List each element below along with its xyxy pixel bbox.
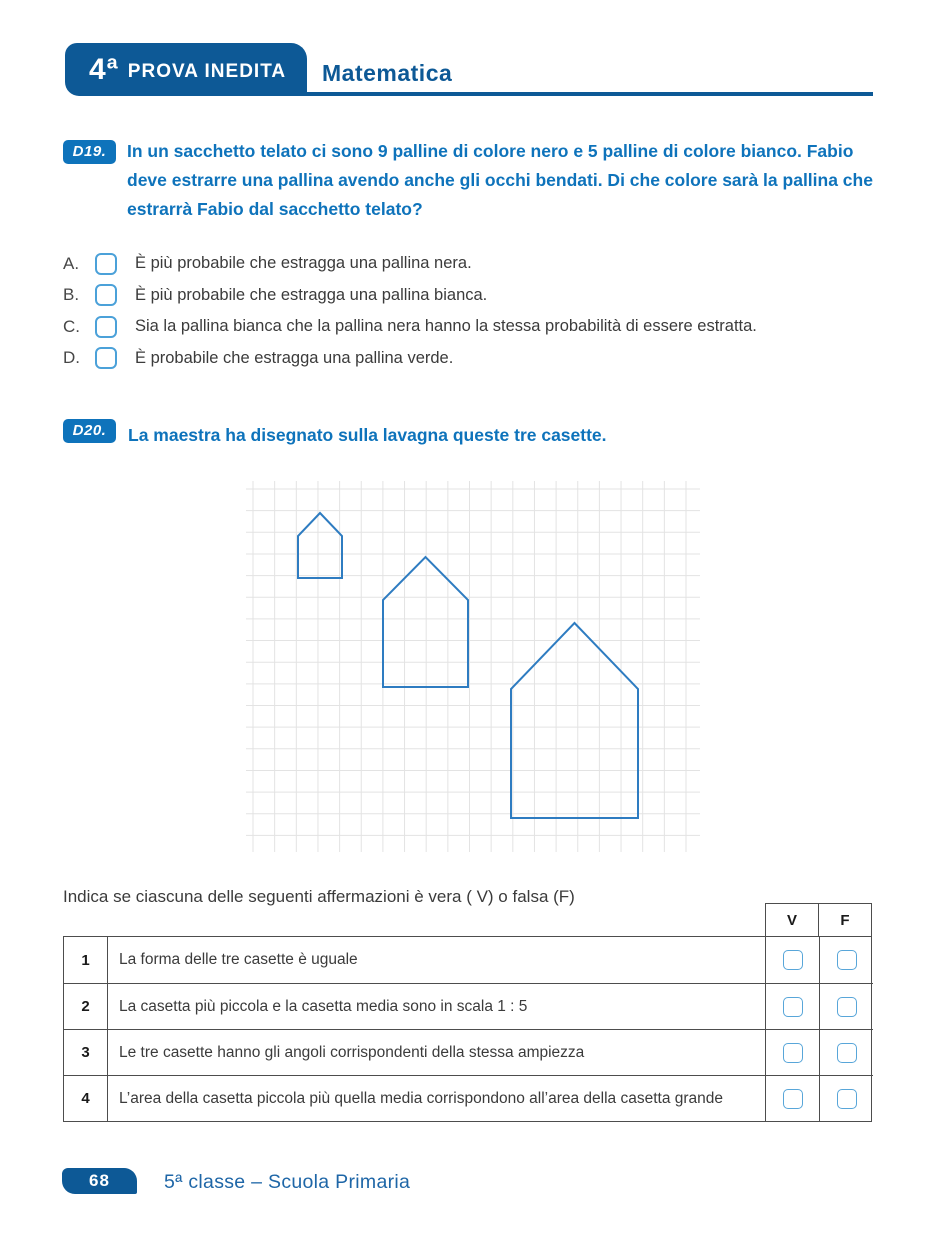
option-c-checkbox[interactable] — [95, 316, 117, 338]
row-3-number: 3 — [64, 1029, 108, 1075]
houses-figure — [246, 481, 700, 852]
row-1-f-checkbox[interactable] — [837, 950, 857, 970]
option-b-checkbox[interactable] — [95, 284, 117, 306]
option-a — [63, 248, 757, 280]
question-d20-badge: D20. — [63, 419, 116, 443]
test-number-badge — [65, 43, 307, 96]
option-d — [63, 343, 757, 375]
row-2-number: 2 — [64, 983, 108, 1029]
option-a-text: È più probabile che estragga una pallina nera. — [135, 254, 472, 273]
row-1-statement: La forma delle tre casette è uguale — [108, 937, 766, 983]
row-4-v-checkbox[interactable] — [783, 1089, 803, 1109]
option-d-checkbox[interactable] — [95, 347, 117, 369]
option-b-text: È più probabile che estragga una pallina bianca. — [135, 285, 488, 304]
option-a-checkbox[interactable] — [95, 253, 117, 275]
row-1-number: 1 — [64, 937, 108, 983]
row-2-v-checkbox[interactable] — [783, 997, 803, 1017]
question-d20-text: La maestra ha disegnato sulla lavagna queste tre casette. — [128, 425, 607, 445]
houses-figure-svg — [246, 481, 700, 852]
d19-options — [63, 248, 757, 374]
test-number: 4ª — [89, 52, 119, 86]
option-d-text: È probabile che estragga una pallina verde. — [135, 348, 454, 367]
option-b — [63, 280, 757, 312]
row-3-statement: Le tre casette hanno gli angoli corrispondenti della stessa ampiezza — [108, 1029, 766, 1075]
question-d19-badge: D19. — [63, 140, 116, 164]
vf-header — [765, 903, 872, 936]
page-number-badge: 68 — [62, 1168, 137, 1194]
vf-header-v: V — [786, 911, 797, 929]
row-2-f-checkbox[interactable] — [837, 997, 857, 1017]
subject-title: Matematica — [322, 60, 453, 86]
house-small — [298, 513, 342, 578]
option-d-letter: D. — [63, 348, 80, 368]
header-rule — [307, 92, 873, 96]
vf-header-f: F — [818, 904, 871, 936]
row-4-statement: L’area della casetta piccola più quella media corrispondono all’area della casetta grande — [108, 1075, 766, 1121]
option-b-letter: B. — [63, 285, 80, 305]
option-c-letter: C. — [63, 316, 80, 336]
true-false-table — [63, 936, 872, 1122]
footer-text: 5ª classe – Scuola Primaria — [164, 1171, 411, 1193]
row-4-f-checkbox[interactable] — [837, 1089, 857, 1109]
row-4-number: 4 — [64, 1075, 108, 1121]
true-false-instruction: Indica se ciascuna delle seguenti affermazioni è vera ( V) o falsa (F) — [63, 887, 575, 906]
test-badge-label: PROVA INEDITA — [127, 60, 287, 82]
house-large — [511, 623, 638, 818]
option-a-letter: A. — [63, 253, 80, 273]
option-c-text: Sia la pallina bianca che la pallina nera hanno la stessa probabilità di essere estratta. — [135, 317, 757, 336]
row-3-f-checkbox[interactable] — [837, 1043, 857, 1063]
row-1-v-checkbox[interactable] — [783, 950, 803, 970]
question-d19-text: In un sacchetto telato ci sono 9 palline di colore nero e 5 palline di colore bianco. Fabio deve estrarre una pallina avendo anche gli occhi bendati. Di che colore sarà la pallina che estrarrà Fabio dal sacchetto telato? — [127, 141, 873, 219]
row-2-statement: La casetta più piccola e la casetta media sono in scala 1 : 5 — [108, 983, 766, 1029]
house-medium — [383, 557, 468, 687]
option-c — [63, 311, 757, 343]
row-3-v-checkbox[interactable] — [783, 1043, 803, 1063]
